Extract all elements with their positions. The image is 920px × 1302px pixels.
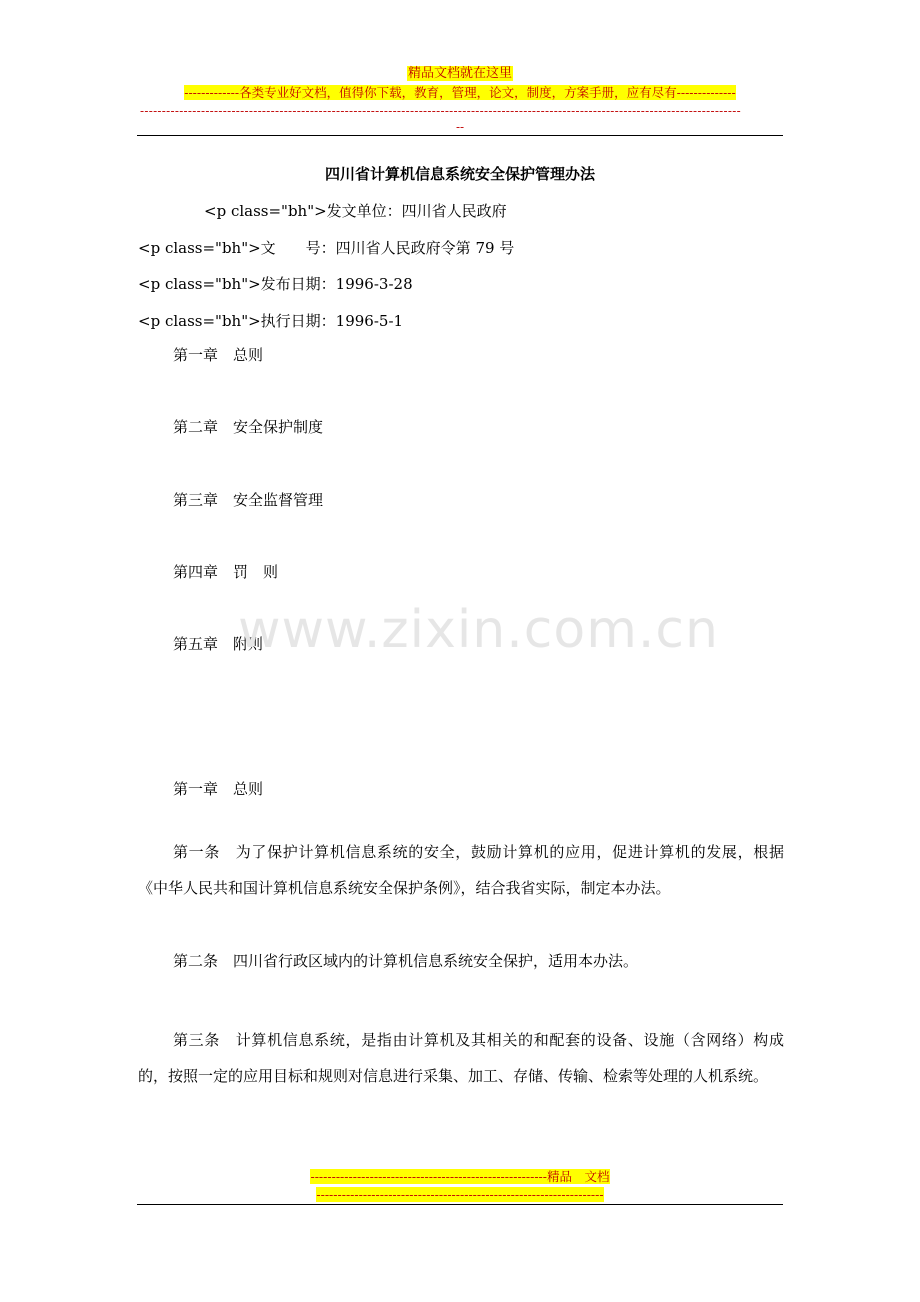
article-3: 第三条 计算机信息系统，是指由计算机及其相关的和配套的设备、设施（含网络）构成的，按照一定的应用目标和规则对信息进行采集、加工、存储、传输、检索等处理的人机系统。 xyxy=(138,1031,784,1085)
meta-publish-date: <p class="bh">发布日期：1996-3-28 xyxy=(138,275,413,293)
footer-dashes: -------------------------------------------------------------------- xyxy=(316,1187,604,1202)
article-2: 第二条 四川省行政区域内的计算机信息系统安全保护，适用本办法。 xyxy=(173,952,639,970)
document-title: 四川省计算机信息系统安全保护管理办法 xyxy=(324,165,595,183)
header-dashes: ------------------------------------------------------------------------------------------------------------------------------------------ xyxy=(140,104,741,118)
header-rule xyxy=(137,135,783,136)
footer-rule xyxy=(137,1204,783,1205)
toc-item: 第四章 罚 则 xyxy=(173,563,279,581)
header-banner: -------------各类专业好文档，值得你下载，教育，管理，论文，制度，方案手册，应有尽有-------------- xyxy=(184,85,736,100)
header-dashes-tail: -- xyxy=(455,120,465,134)
meta-number: <p class="bh">文 号：四川省人民政府令第 79 号 xyxy=(138,239,515,257)
toc-item: 第三章 安全监督管理 xyxy=(173,491,324,509)
toc-item: 第二章 安全保护制度 xyxy=(173,418,324,436)
watermark: www.zixin.com.cn xyxy=(238,600,719,660)
chapter-heading: 第一章 总则 xyxy=(173,780,264,798)
toc-item: 第五章 附则 xyxy=(173,635,264,653)
meta-effective-date: <p class="bh">执行日期：1996-5-1 xyxy=(138,312,404,330)
header-tagline: 精品文档就在这里 xyxy=(407,66,512,81)
meta-issuer: <p class="bh">发文单位：四川省人民政府 xyxy=(204,202,507,220)
toc-item: 第一章 总则 xyxy=(173,346,264,364)
footer-banner: --------------------------------------------------------精品 文档 xyxy=(310,1169,610,1184)
article-1: 第一条 为了保护计算机信息系统的安全，鼓励计算机的应用，促进计算机的发展，根据《中华人民共和国计算机信息系统安全保护条例》，结合我省实际，制定本办法。 xyxy=(138,843,784,897)
